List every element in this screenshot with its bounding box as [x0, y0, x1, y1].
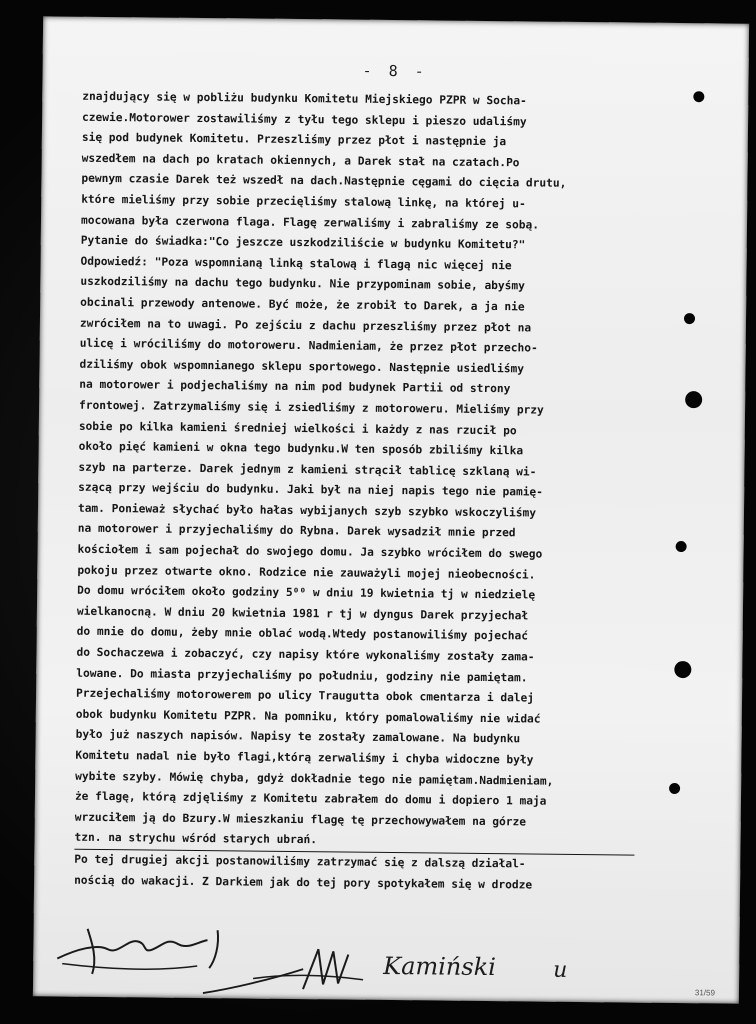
corner-mark: 31/59	[694, 988, 716, 998]
signature-right-initial: u	[553, 957, 568, 983]
text-line: było już naszych napisów. Napisy te zostały zamalowane. Na budynku	[75, 728, 521, 746]
signature-center	[193, 938, 394, 1000]
text-line: które mieliśmy przy sobie przecięliśmy stalową linkę, na której u-	[81, 192, 526, 211]
text-line: znajdujący się w pobliżu budynku Komitetu Miejskiego PZPR w Socha-	[82, 89, 527, 108]
text-line: ulicę i wróciliśmy do motoroweru. Nadmieniam, że przez płot przecho-	[79, 336, 538, 355]
text-line: do Sochaczewa i zobaczyć, czy napisy które wykonaliśmy zostały zama-	[76, 645, 535, 664]
signature-right: Kamiński	[383, 951, 497, 982]
text-line: Pytanie do świadka:"Co jeszcze uszkodziliście w budynku Komitetu?"	[80, 233, 526, 252]
document-body	[74, 87, 722, 898]
text-line: nością do wakacji. Z Darkiem jak do tej pory spotykałem się w drodze	[74, 873, 533, 892]
text-line: obok budynku Komitetu PZPR. Na pomniku, który pomalowaliśmy nie widać	[75, 707, 541, 726]
text-line: na motorower i podjechaliśmy na nim pod budynek Partii od strony	[79, 378, 511, 396]
text-line: pewnym czasie Darek też wszedł na dach.Następnie cęgami do cięcia drutu,	[81, 172, 567, 191]
text-line: zwróciłem na to uwagi. Po zejściu z dachu przeszliśmy przez płot na	[79, 316, 532, 334]
text-line: frontowej. Zatrzymaliśmy się i zsiedliśmy z motoroweru. Mieliśmy przy	[79, 398, 544, 417]
text-line: kościołem i sam pojechał do swojego domu. Ja szybko wróciłem do swego	[77, 542, 543, 561]
text-line: szącą przy wejściu do budynku. Jaki był na niej napis tego nie pamię-	[78, 481, 544, 499]
punch-hole-icon	[669, 783, 680, 794]
text-line: czewie.Motorower zostawiliśmy z tyłu tego sklepu i pieszo udaliśmy	[82, 110, 527, 128]
text-line: że flagę, którą zdjęliśmy z Komitetu zabrałem do domu i dopiero 1 maja	[74, 789, 547, 808]
punch-hole-icon	[676, 541, 687, 552]
text-line: szyb na parterze. Darek jednym z kamieni strącił tablicę szklaną wi-	[78, 460, 537, 479]
text-line: mocowana była czerwona flaga. Flagę zerwaliśmy i zabraliśmy ze sobą.	[80, 213, 540, 232]
text-line: Komitetu nadal nie było flagi,którą zerwaliśmy i chyba widoczne były	[75, 748, 534, 767]
text-line: Po tej drugiej akcji postanowiliśmy zatrzymać się z dalszą działal-	[74, 852, 526, 871]
punch-hole-icon	[684, 313, 695, 324]
text-line: wszedłem na dach po kratach okiennych, a Darek stał na czatach.Po	[81, 151, 520, 170]
text-line: lowane. Do miasta przyjechaliśmy po południu, godziny nie pamiętam.	[76, 666, 528, 685]
text-line: obcinali przewody antenowe. Być może, że zrobił to Darek, a ja nie	[80, 295, 525, 314]
text-line: uszkodziliśmy na dachu tego budynku. Nie przypominam sobie, abyśmy	[80, 275, 525, 293]
text-line: około pięć kamieni w okna tego budynku.W ten sposób zbiliśmy kilka	[78, 439, 524, 458]
text-line: się pod budynek Komitetu. Przeszliśmy przez płot i następnie ja	[81, 130, 507, 149]
text-line: dziliśmy obok wspomnianego sklepu sportowego. Następnie usiedliśmy	[79, 357, 525, 376]
text-line: wrzuciłem ją do Bzury.W mieszkaniu flagę tę przechowywałem na górze	[74, 810, 527, 829]
text-line: Przejechaliśmy motorowerem po ulicy Traugutta obok cmentarza i dalej	[75, 686, 535, 705]
text-line: pokoju przez otwarte okno. Rodzice nie zauważyli mojej nieobecności.	[77, 563, 536, 582]
punch-hole-icon	[685, 391, 702, 408]
text-line: wybite szyby. Mówię chyba, gdyż dokładnie tego nie pamiętam.Nadmieniam,	[75, 769, 554, 788]
text-line: Odpowiedź: "Poza wspomnianą linką stalową i flagą nic więcej nie	[80, 254, 512, 272]
text-line: na motorower i przyjechaliśmy do Rybna. Darek wysadził mnie przed	[77, 522, 516, 540]
text-line: tam. Ponieważ słychać było hałas wybijanych szyb szybko wskoczyliśmy	[77, 501, 537, 520]
page-number: - 8 -	[362, 61, 428, 81]
text-line: tzn. na strychu wśród starych ubrań.	[74, 828, 634, 855]
punch-hole-icon	[674, 661, 691, 678]
text-line: do mnie do domu, żeby mnie oblać wodą.Wtedy postanowiliśmy pojechać	[76, 625, 529, 643]
text-line: wielkanocną. W dniu 20 kwietnia 1981 r tj w dyngus Darek przyjechał	[76, 604, 529, 623]
text-line: sobie po kilka kamieni średniej wielkości i każdy z nas rzucił po	[78, 419, 517, 437]
punch-hole-icon	[693, 91, 704, 102]
document-page	[33, 16, 749, 1003]
text-line: Do domu wróciłem około godziny 5⁰⁰ w dniu 19 kwietnia tj w niedzielę	[77, 583, 536, 602]
